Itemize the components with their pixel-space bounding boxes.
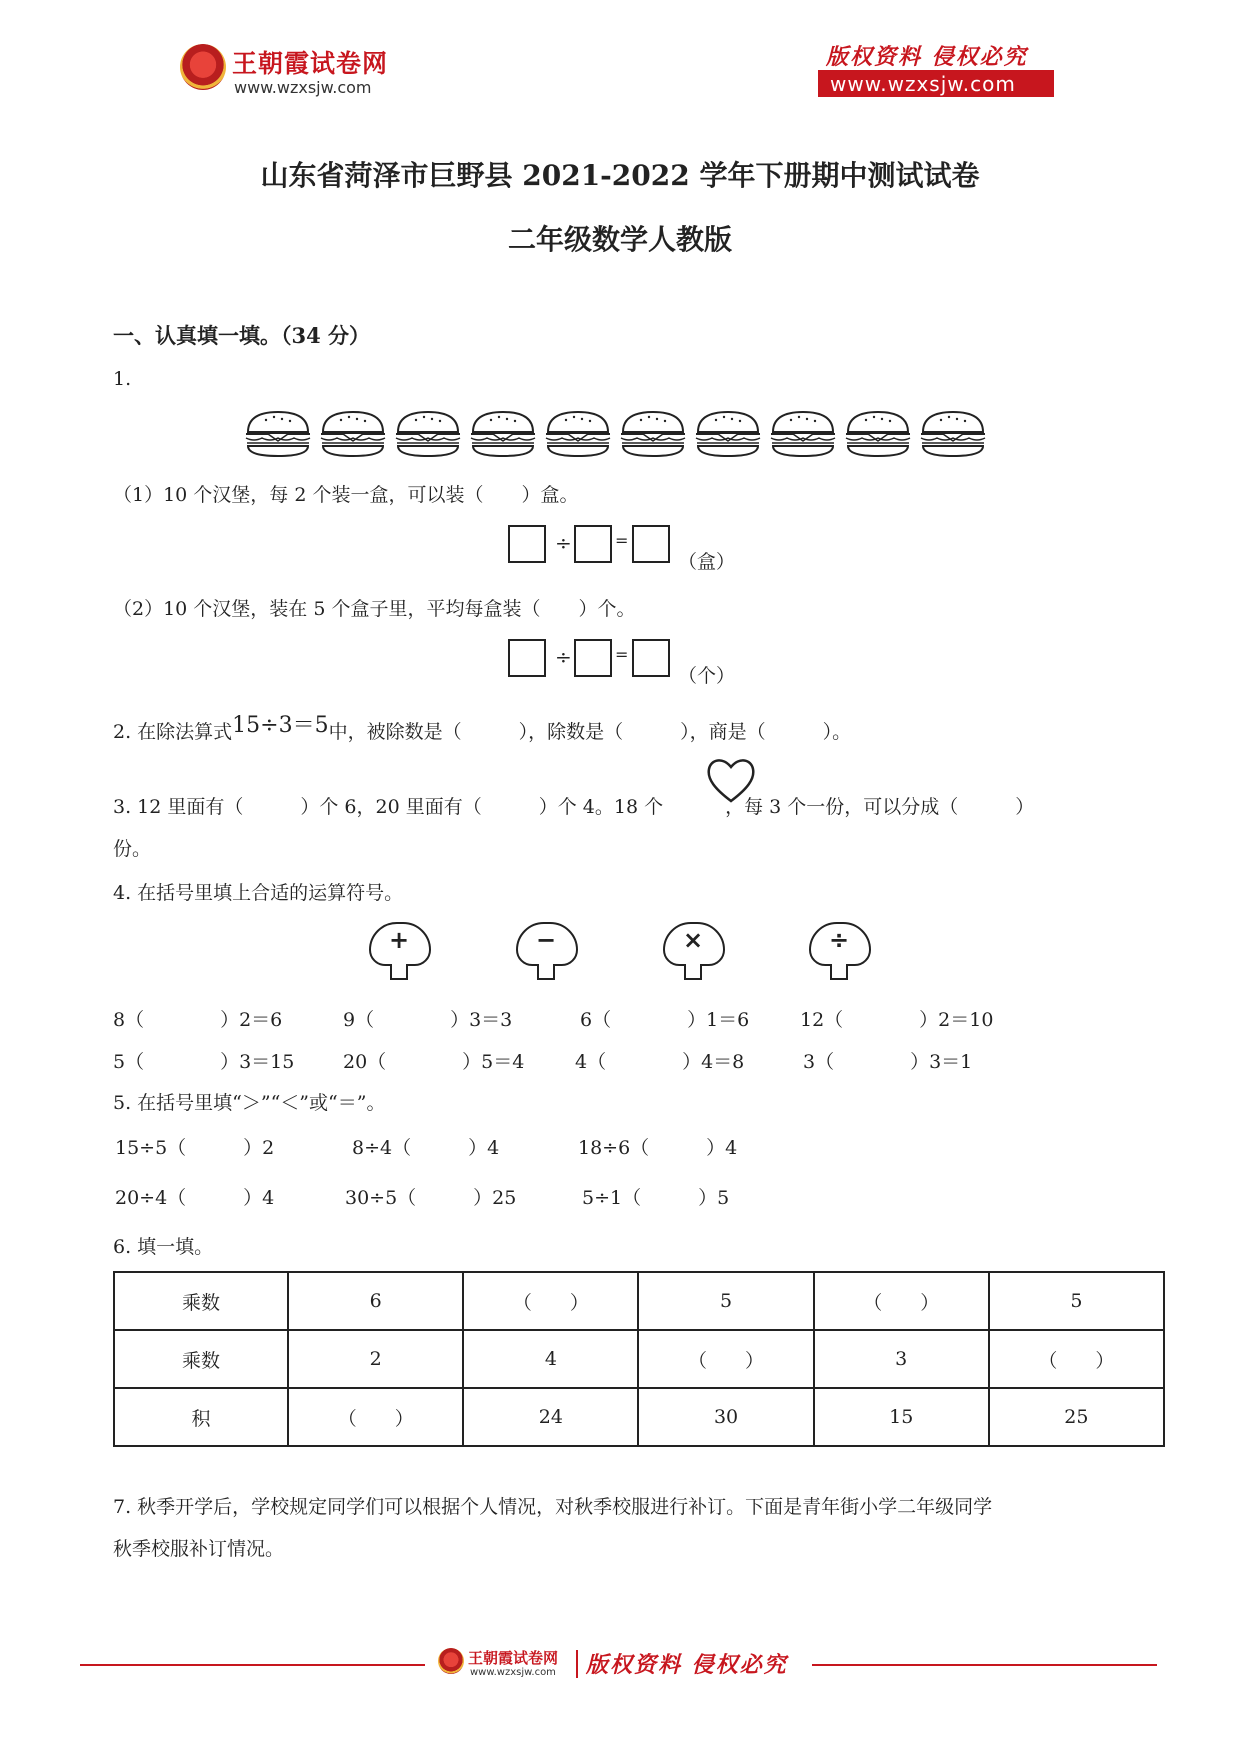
q5-item[interactable]: 15÷5（ ）2 <box>115 1137 275 1159</box>
footer-divider-left <box>80 1664 425 1666</box>
table-row <box>114 1388 1164 1446</box>
answer-box[interactable] <box>508 639 546 677</box>
burger-icon <box>621 412 685 456</box>
q4-item[interactable]: 3（ ）3＝1 <box>803 1051 973 1073</box>
unit-label: （个） <box>678 665 736 687</box>
answer-box[interactable] <box>508 525 546 563</box>
footer-logo-name: 王朝霞试卷网 <box>468 1649 559 1667</box>
answer-box[interactable] <box>574 525 612 563</box>
table-cell: 6 <box>288 1272 463 1330</box>
burger-icon <box>921 412 985 456</box>
footer-motto: 版权资料 侵权必究 <box>586 1652 788 1678</box>
burger-icon <box>471 412 535 456</box>
q1-sub2-equation <box>508 639 748 687</box>
q2-prefix: 2. 在除法算式 <box>113 721 233 743</box>
table-cell: 24 <box>463 1388 638 1446</box>
url-badge[interactable] <box>818 70 1054 97</box>
table-cell: 2 <box>288 1330 463 1388</box>
divide-icon: ÷ <box>828 926 850 954</box>
burger-icon <box>846 412 910 456</box>
logo-name: 王朝霞试卷网 <box>232 49 389 78</box>
table-cell: 积 <box>114 1388 288 1446</box>
question-5: 5. 在括号里填“＞”“＜”或“＝”。 <box>113 1092 386 1114</box>
burger-icon <box>396 412 460 456</box>
table-cell: 乘数 <box>114 1272 288 1330</box>
site-logo <box>180 40 420 102</box>
q4-item[interactable]: 4（ ）4＝8 <box>575 1051 745 1073</box>
q1-sub2: （2）10 个汉堡，装在 5 个盒子里，平均每盒装（ ）个。 <box>113 598 636 620</box>
table-cell[interactable]: （ ） <box>638 1330 813 1388</box>
q3-text-b: ，每 3 个一份，可以分成（ ） <box>725 796 1035 818</box>
equals-sign: = <box>615 645 629 664</box>
table-cell: 乘数 <box>114 1330 288 1388</box>
q5-item[interactable]: 20÷4（ ）4 <box>115 1187 275 1209</box>
table-cell: 3 <box>814 1330 989 1388</box>
table-cell[interactable]: （ ） <box>463 1272 638 1330</box>
exam-title: 山东省菏泽市巨野县 2021-2022 学年下册期中测试试卷 <box>260 159 980 192</box>
question-7-line1: 7. 秋季开学后，学校规定同学们可以根据个人情况，对秋季校服进行补订。下面是青年街小学二年级同学 <box>113 1496 993 1518</box>
q4-item[interactable]: 20（ ）5＝4 <box>343 1051 525 1073</box>
mushroom-divide <box>806 922 876 986</box>
table-cell: 15 <box>814 1388 989 1446</box>
table-cell: 4 <box>463 1330 638 1388</box>
mushroom-minus <box>513 922 583 986</box>
burger-icon <box>321 412 385 456</box>
burger-row <box>244 410 996 460</box>
table-cell[interactable]: （ ） <box>288 1388 463 1446</box>
plus-icon: + <box>388 926 410 954</box>
q5-item[interactable]: 30÷5（ ）25 <box>345 1187 517 1209</box>
table-cell[interactable]: （ ） <box>814 1272 989 1330</box>
table-cell: 25 <box>989 1388 1164 1446</box>
q3-text-c: 份。 <box>113 838 152 860</box>
q3-text-a: 3. 12 里面有（ ）个 6，20 里面有（ ）个 4。18 个 <box>113 796 664 818</box>
q5-item[interactable]: 18÷6（ ）4 <box>578 1137 738 1159</box>
mushroom-plus <box>366 922 436 986</box>
seal-icon <box>180 44 226 90</box>
burger-icon <box>771 412 835 456</box>
question-2 <box>113 714 851 745</box>
q4-item[interactable]: 6（ ）1＝6 <box>580 1009 750 1031</box>
q4-item[interactable]: 12（ ）2＝10 <box>800 1009 994 1031</box>
multiplication-table <box>113 1271 1165 1447</box>
table-cell[interactable]: （ ） <box>989 1330 1164 1388</box>
exam-subtitle: 二年级数学人教版 <box>507 223 732 256</box>
url-badge-text: www.wzxsjw.com <box>830 72 1016 96</box>
q5-item[interactable]: 5÷1（ ）5 <box>582 1187 730 1209</box>
unit-label: （盒） <box>678 551 736 573</box>
table-cell: 30 <box>638 1388 813 1446</box>
mushroom-times <box>660 922 730 986</box>
q1-sub1-equation <box>508 525 748 573</box>
heart-icon <box>705 755 757 805</box>
footer-separator <box>576 1650 578 1678</box>
answer-box[interactable] <box>574 639 612 677</box>
answer-box[interactable] <box>632 639 670 677</box>
table-row <box>114 1272 1164 1330</box>
question-6: 6. 填一填。 <box>113 1236 214 1258</box>
table-row <box>114 1330 1164 1388</box>
section-heading: 一、认真填一填。（34 分） <box>113 323 371 348</box>
footer-seal-icon <box>438 1648 464 1674</box>
divide-sign: ÷ <box>555 531 572 555</box>
question-3 <box>113 792 1034 819</box>
equals-sign: = <box>615 531 629 550</box>
minus-icon: − <box>535 926 557 954</box>
question-7-line2: 秋季校服补订情况。 <box>113 1538 285 1560</box>
q5-item[interactable]: 8÷4（ ）4 <box>352 1137 500 1159</box>
q1-sub1: （1）10 个汉堡，每 2 个装一盒，可以装（ ）盒。 <box>113 484 579 506</box>
logo-url: www.wzxsjw.com <box>234 78 372 97</box>
q4-item[interactable]: 9（ ）3＝3 <box>343 1009 513 1031</box>
burger-icon <box>246 412 310 456</box>
table-cell: 5 <box>638 1272 813 1330</box>
burger-icon <box>546 412 610 456</box>
question-4: 4. 在括号里填上合适的运算符号。 <box>113 882 404 904</box>
table-cell: 5 <box>989 1272 1164 1330</box>
footer-divider-right <box>812 1664 1157 1666</box>
divide-sign: ÷ <box>555 645 572 669</box>
question-number: 1. <box>113 368 132 390</box>
copyright-motto: 版权资料 侵权必究 <box>826 44 1028 70</box>
q2-formula: 15÷3＝5 <box>232 713 329 738</box>
q2-suffix: 中，被除数是（ ），除数是（ ），商是（ ）。 <box>328 721 852 743</box>
times-icon: × <box>682 926 704 954</box>
answer-box[interactable] <box>632 525 670 563</box>
burger-icon <box>696 412 760 456</box>
q4-item[interactable]: 5（ ）3＝15 <box>113 1051 295 1073</box>
q4-item[interactable]: 8（ ）2＝6 <box>113 1009 283 1031</box>
footer-logo-url: www.wzxsjw.com <box>470 1667 556 1678</box>
copyright-header <box>818 40 1060 100</box>
